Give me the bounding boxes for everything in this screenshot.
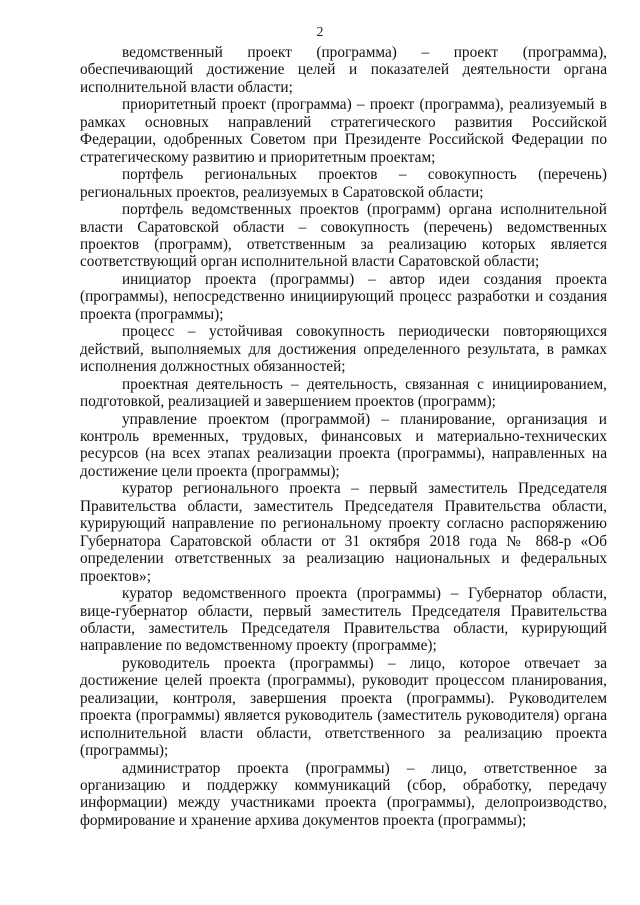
paragraph-priority-project: приоритетный проект (программа) – проект (программа), реализуемый в рамках основных направлений стратегического развития Российской Федерации, одобренных Советом при Президенте Российской Федерации по стратегическому развитию и приоритетным проектам;	[80, 96, 607, 166]
paragraph-project-administrator: администратор проекта (программы) – лицо, ответственное за организацию и поддержку коммуникаций (сбор, обработку, передачу информации) между участниками проекта (программы), делопроизводство, формирование и хранение архива документов проекта (программы);	[80, 759, 607, 829]
paragraph-departmental-project: ведомственный проект (программа) – проект (программа), обеспечивающий достижение целей и показателей деятельности органа исполнительной власти области;	[80, 44, 607, 96]
paragraph-process: процесс – устойчивая совокупность периодически повторяющихся действий, выполняемых для достижения определенного результата, в рамках исполнения должностных обязанностей;	[80, 323, 607, 376]
paragraph-departmental-curator: куратор ведомственного проекта (программы) – Губернатор области, вице-губернатор области, первый заместитель Председателя Правительства области, заместитель Председателя Правительства области, курирующий направление по ведомственному проекту (программе);	[80, 585, 607, 655]
paragraph-project-head: руководитель проекта (программы) – лицо, которое отвечает за достижение целей проекта (программы), руководит процессом планирования, реализации, контроля, завершения проекта (программы). Руководителем проекта (программы) является руководитель (заместитель руководителя) органа исполнительной власти области, ответственного за реализацию проекта (программы);	[80, 654, 607, 760]
paragraph-regional-portfolio: портфель региональных проектов – совокупность (перечень) региональных проектов, реализуемых в Саратовской области;	[80, 166, 607, 201]
paragraph-regional-curator: куратор регионального проекта – первый заместитель Председателя Правительства области, заместитель Председателя Правительства области, курирующий направление по региональному проекту согласно распоряжению Губернатора Саратовской области от 31 октября 2018 года № 868-р «Об определении ответственных за реализацию национальных и федеральных проектов»;	[80, 480, 607, 585]
paragraph-project-activity: проектная деятельность – деятельность, связанная с инициированием, подготовкой, реализацией и завершением проектов (программ);	[80, 375, 607, 411]
paragraph-project-management: управление проектом (программой) – планирование, организация и контроль временных, трудовых, финансовых и материально-технических ресурсов (на всех этапах реализации проекта (программы), направленных на достижение цели проекта (программы);	[80, 410, 607, 480]
page-number: 2	[316, 25, 324, 40]
paragraph-project-initiator: инициатор проекта (программы) – автор идеи создания проекта (программы), непосредственно инициирующий процесс разработки и создания проекта (программы);	[80, 270, 607, 323]
document-body	[80, 44, 607, 829]
paragraph-departmental-portfolio: портфель ведомственных проектов (программ) органа исполнительной власти Саратовской области – совокупность (перечень) ведомственных проектов (программ), ответственным за реализацию которых является соответствующий орган исполнительной власти Саратовской области;	[80, 201, 607, 271]
